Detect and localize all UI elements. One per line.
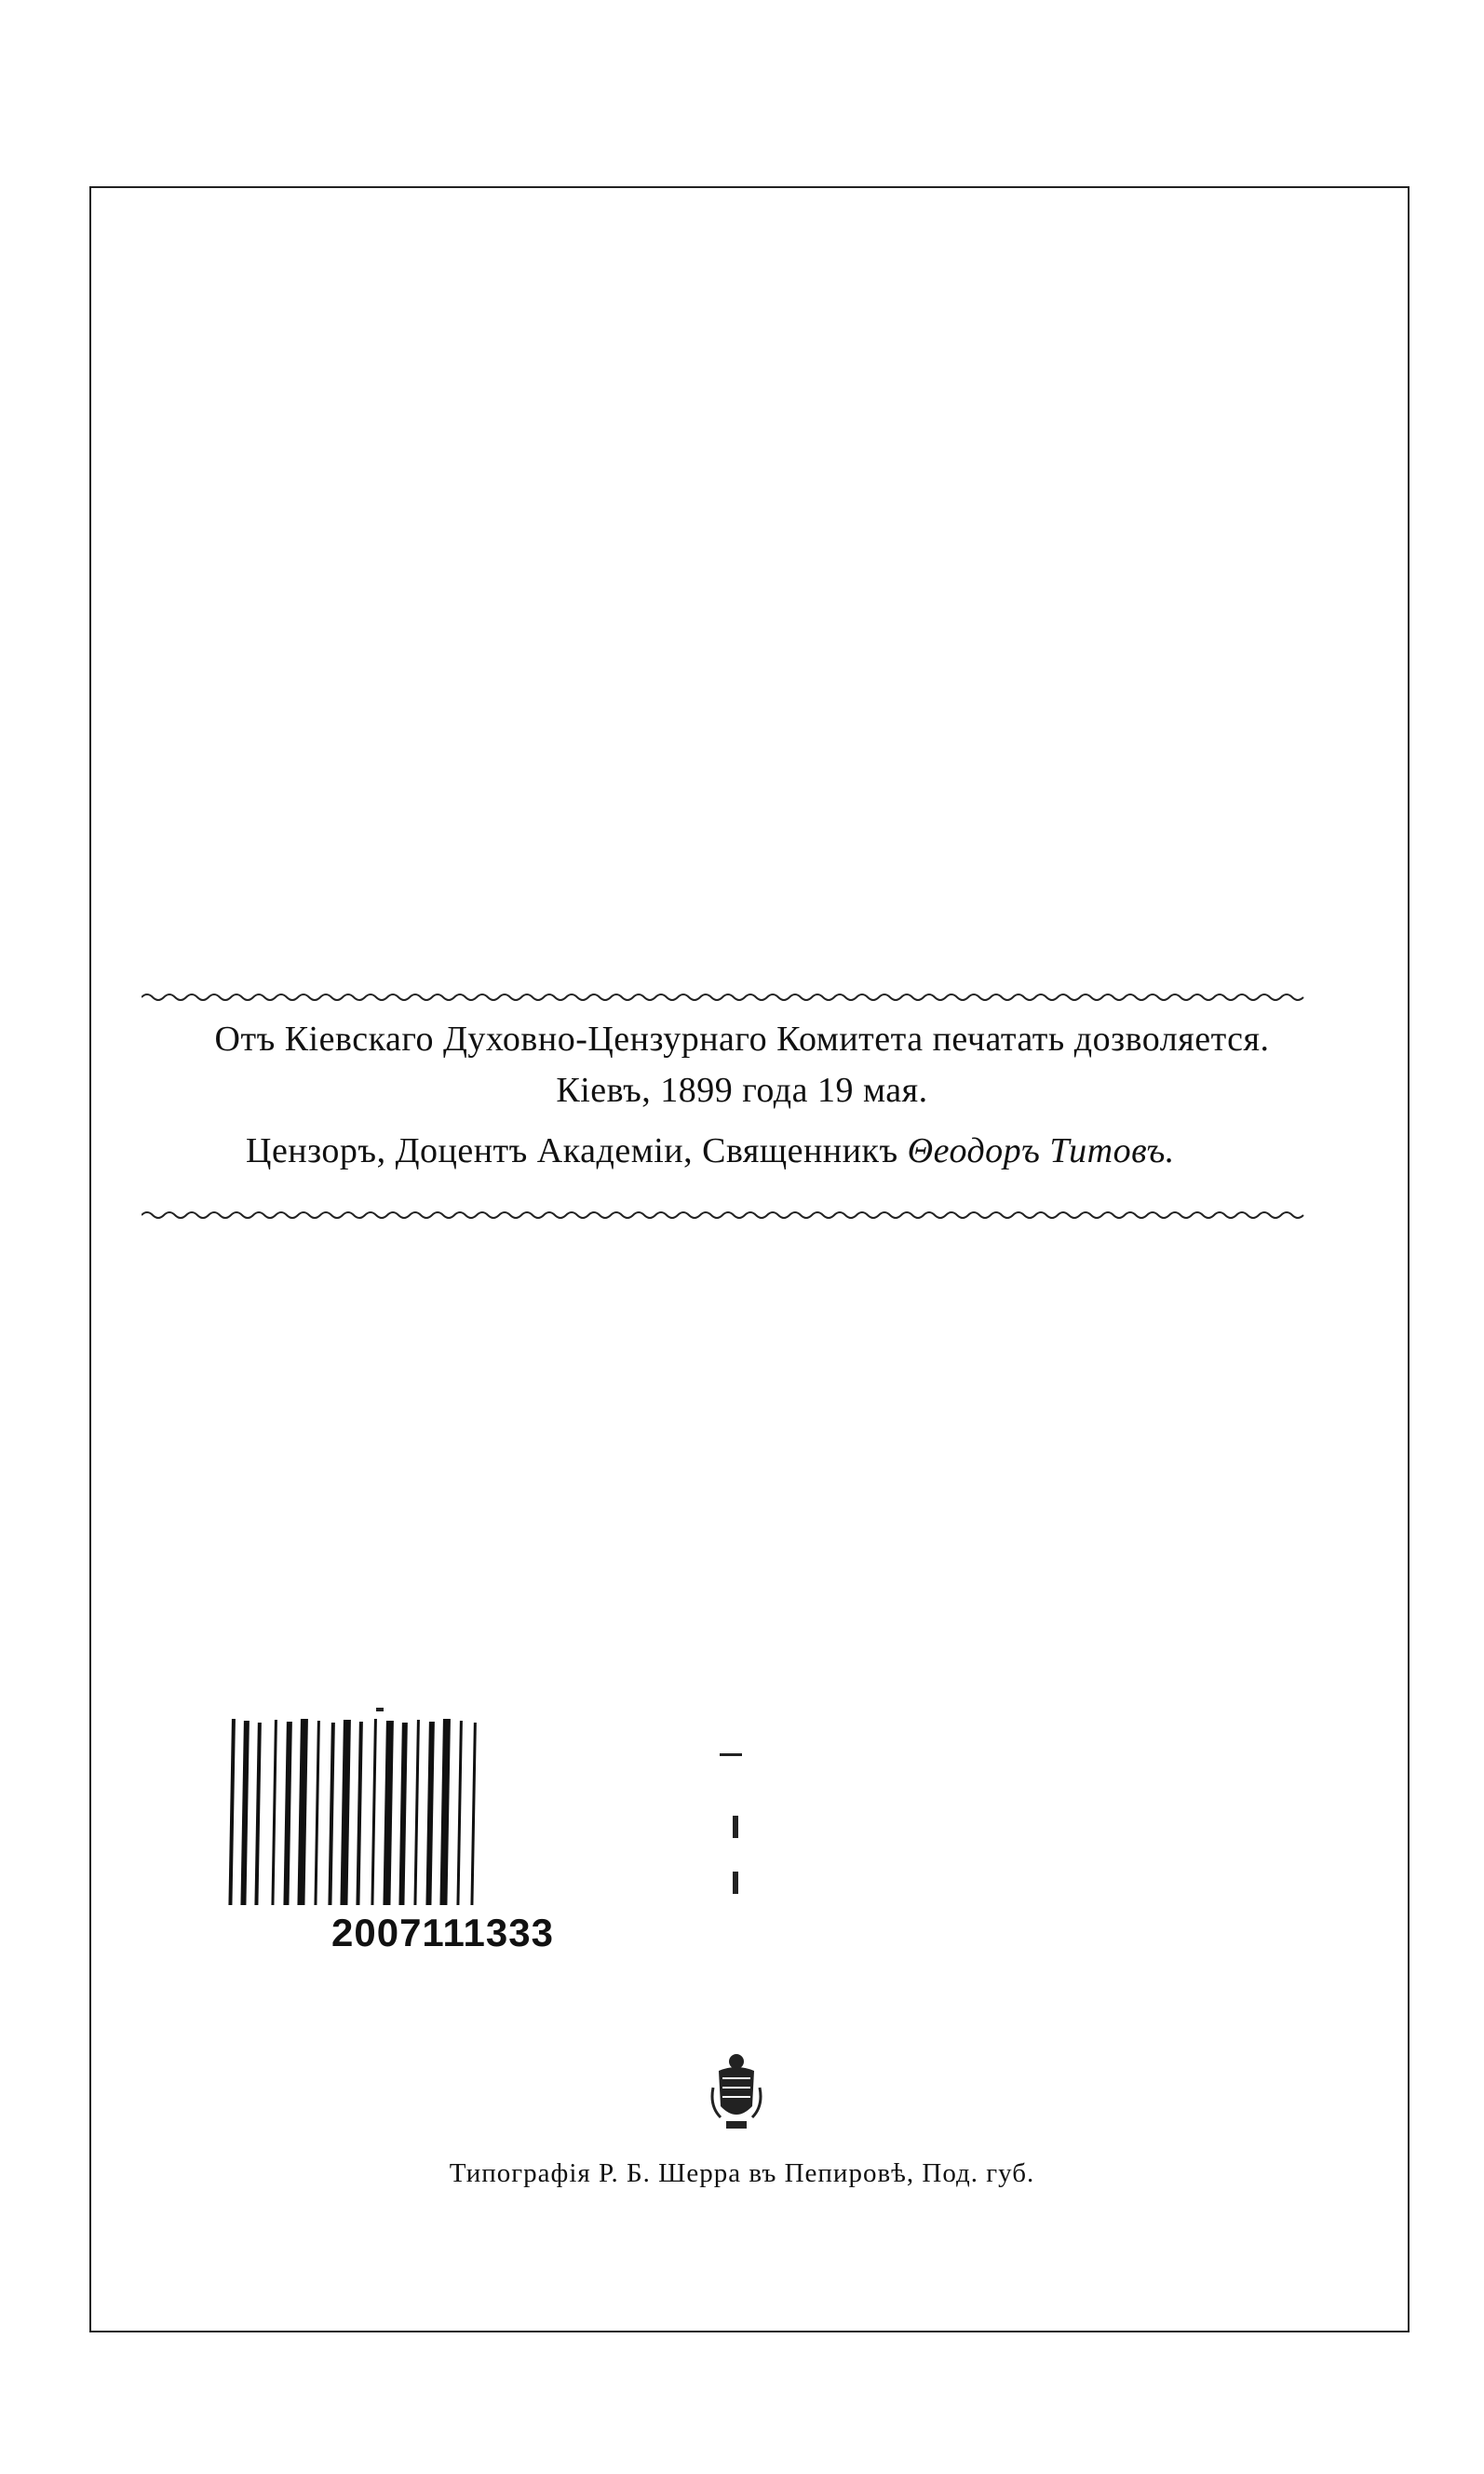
approval-statement: Отъ Кіевскаго Духовно-Цензурнаго Комитета печатать дозволяется. — [214, 1020, 1270, 1059]
barcode-bar — [283, 1722, 291, 1905]
printer-imprint: Типографія Р. Б. Шерра въ Пепировѣ, Под. губ. — [449, 2158, 1035, 2188]
printer-emblem — [709, 2050, 763, 2132]
wavy-rule-bottom — [142, 1209, 1352, 1222]
barcode-bar — [240, 1721, 249, 1905]
barcode-bar — [314, 1721, 319, 1905]
barcode-bar — [328, 1723, 334, 1905]
barcode-bar — [297, 1719, 307, 1905]
barcode-bar — [398, 1723, 407, 1905]
print-speck — [733, 1816, 738, 1838]
barcode-bar — [371, 1719, 376, 1905]
print-speck — [733, 1872, 738, 1894]
barcode-bar — [254, 1723, 261, 1905]
print-speck — [720, 1753, 742, 1756]
censor-signature-line — [246, 1130, 1175, 1171]
barcode — [226, 1715, 681, 1940]
barcode-bar — [456, 1721, 462, 1905]
barcode-bar — [356, 1722, 362, 1905]
print-speck — [376, 1708, 384, 1711]
wavy-rule-top — [142, 991, 1352, 1004]
barcode-bar — [439, 1719, 450, 1905]
barcode-bar — [470, 1723, 476, 1905]
barcode-bar — [271, 1720, 277, 1905]
censor-name: Θеодоръ Титовъ. — [907, 1131, 1175, 1170]
barcode-bar — [228, 1719, 235, 1905]
barcode-bar — [425, 1722, 434, 1905]
barcode-number: 2007111333 — [328, 1911, 558, 1955]
approval-place-date: Кіевъ, 1899 года 19 мая. — [556, 1071, 928, 1110]
barcode-bar — [413, 1720, 419, 1905]
censor-title: Цензоръ, Доцентъ Академіи, Священникъ — [246, 1131, 908, 1170]
barcode-bar — [340, 1720, 350, 1905]
barcode-bar — [383, 1721, 393, 1905]
page-frame — [89, 186, 1410, 2332]
